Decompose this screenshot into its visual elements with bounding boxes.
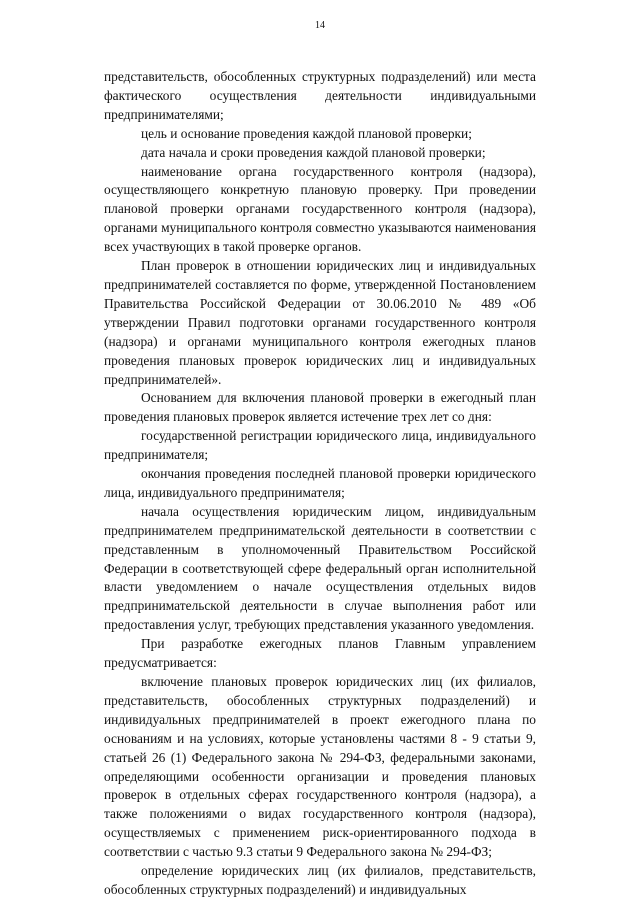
paragraph: При разработке ежегодных планов Главным управлением предусматривается:: [104, 636, 536, 671]
page-number: 14: [315, 20, 325, 31]
paragraph: План проверок в отношении юридических лиц и индивидуальных предпринимателей составляется по форме, утвержденной Постановлением Правительства Российской Федерации от 30.06.2010 № 489 «Об утверждении Правил подготовки органами государственного контроля (надзора) и органами муниципального контроля ежегодных планов проведения плановых проверок юридических лиц и индивидуальных предпринимателей».: [104, 258, 536, 387]
paragraph: Основанием для включения плановой проверки в ежегодный план проведения плановых проверок является истечение трех лет со дня:: [104, 390, 536, 425]
paragraph: включение плановых проверок юридических лиц (их филиалов, представительств, обособленных структурных подразделений) и индивидуальных предпринимателей в проект ежегодного плана по основаниям и на условиях, которые установлены частями 8 - 9 статьи 9, статьей 26 (1) Федерального закона № 294-ФЗ, федеральными законами, определяющими особенности организации и проведения плановых проверок в отдельных сферах государственного контроля (надзора), а также положениями о видах государственного контроля (надзора), осуществляемых с применением риск-ориентированного подхода в соответствии с частью 9.3 статьи 9 Федерального закона № 294-ФЗ;: [104, 674, 536, 860]
paragraph: цель и основание проведения каждой плановой проверки;: [141, 125, 472, 141]
paragraph: наименование органа государственного контроля (надзора), осуществляющего конкретную плановую проверку. При проведении плановой проверки органами государственного контроля (надзора), органами муниципального контроля совместно указываются наименования всех участвующих в такой проверке органов.: [104, 163, 536, 255]
paragraph: государственной регистрации юридического лица, индивидуального предпринимателя;: [104, 428, 536, 463]
paragraph: дата начала и сроки проведения каждой плановой проверки;: [141, 144, 486, 160]
paragraph: начала осуществления юридическим лицом, индивидуальным предпринимателем предпринимательской деятельности в соответствии с представленным в уполномоченный Правительством Российской Федерации в соответствующей сфере федеральный орган исполнительной власти уведомлением о начале осуществления отдельных видов предпринимательской деятельности в случае выполнения работ или предоставления услуг, требующих представления указанного уведомления.: [104, 503, 536, 633]
paragraph: определение юридических лиц (их филиалов, представительств, обособленных структурных подразделений) и индивидуальных: [104, 863, 536, 897]
paragraph: представительств, обособленных структурных подразделений) или места фактического осуществления деятельности индивидуальными предпринимателями;: [104, 69, 536, 122]
paragraph: окончания проведения последней плановой проверки юридического лица, индивидуального предпринимателя;: [104, 466, 536, 500]
document-body: [104, 68, 536, 900]
